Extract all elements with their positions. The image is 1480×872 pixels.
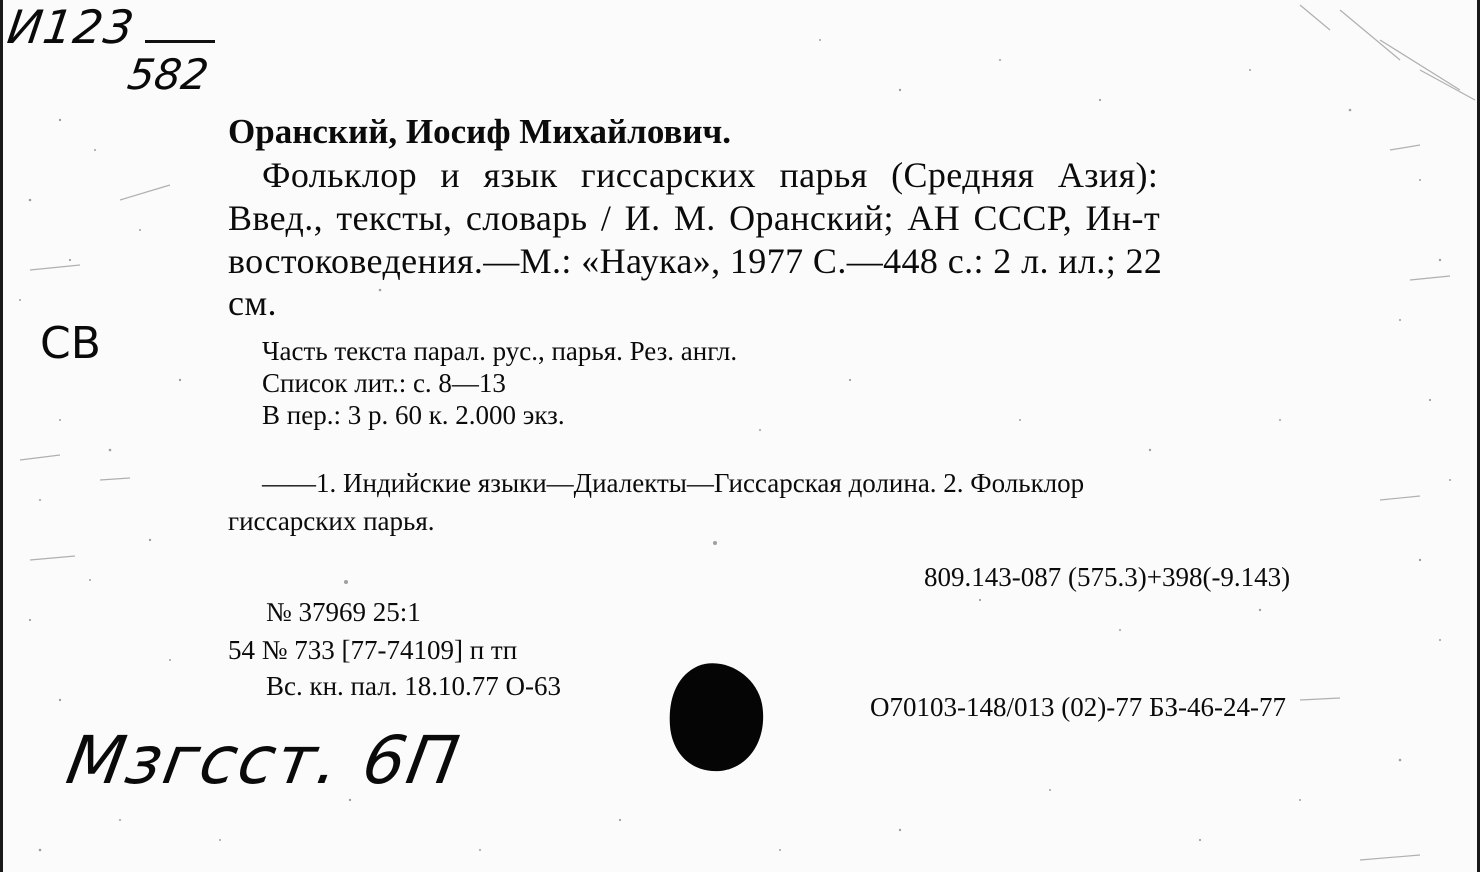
title-line-2: Введ., тексты, словарь / И. М. Оранский; АН СССР, Ин-т: [228, 198, 1161, 238]
note-language: Часть текста парал. рус., парья. Рез. англ.: [262, 336, 738, 366]
handwritten-margin-mark: СВ: [40, 318, 101, 369]
ink-blot: [668, 660, 764, 772]
title-line-3: востоковедения.—М.: «Наука», 1977 С.—448 с.: 2 л. ил.; 22: [228, 241, 1163, 281]
card-number-2: 54 № 733 [77-74109] п тп: [228, 635, 518, 665]
subject-headings-line-2: гиссарских парья.: [228, 506, 435, 536]
author-heading: Оранский, Иосиф Михайлович.: [228, 112, 732, 151]
note-price-print-run: В пер.: 3 р. 60 к. 2.000 экз.: [262, 400, 565, 430]
handwritten-call-number: И123: [4, 0, 139, 54]
note-bibliography: Список лит.: с. 8—13: [262, 368, 506, 398]
publisher-index-code: О70103-148/013 (02)-77 БЗ-46-24-77: [870, 692, 1286, 722]
classification-code: 809.143-087 (575.3)+398(-9.143): [924, 562, 1291, 592]
handwritten-storage-code: Мзгсст. 6П: [61, 722, 467, 799]
handwritten-call-number-denominator: 582: [124, 50, 212, 99]
card-number-3: Вс. кн. пал. 18.10.77 О-63: [266, 671, 561, 701]
title-line-1: Фольклор и язык гиссарских парья (Средняя Азия):: [262, 155, 1159, 195]
call-number-fraction-line: [145, 40, 215, 43]
subject-headings-line-1: ——1. Индийские языки—Диалекты—Гиссарская долина. 2. Фольклор: [262, 468, 1085, 498]
card-number-1: № 37969 25:1: [266, 597, 421, 627]
title-line-4: см.: [228, 283, 277, 323]
